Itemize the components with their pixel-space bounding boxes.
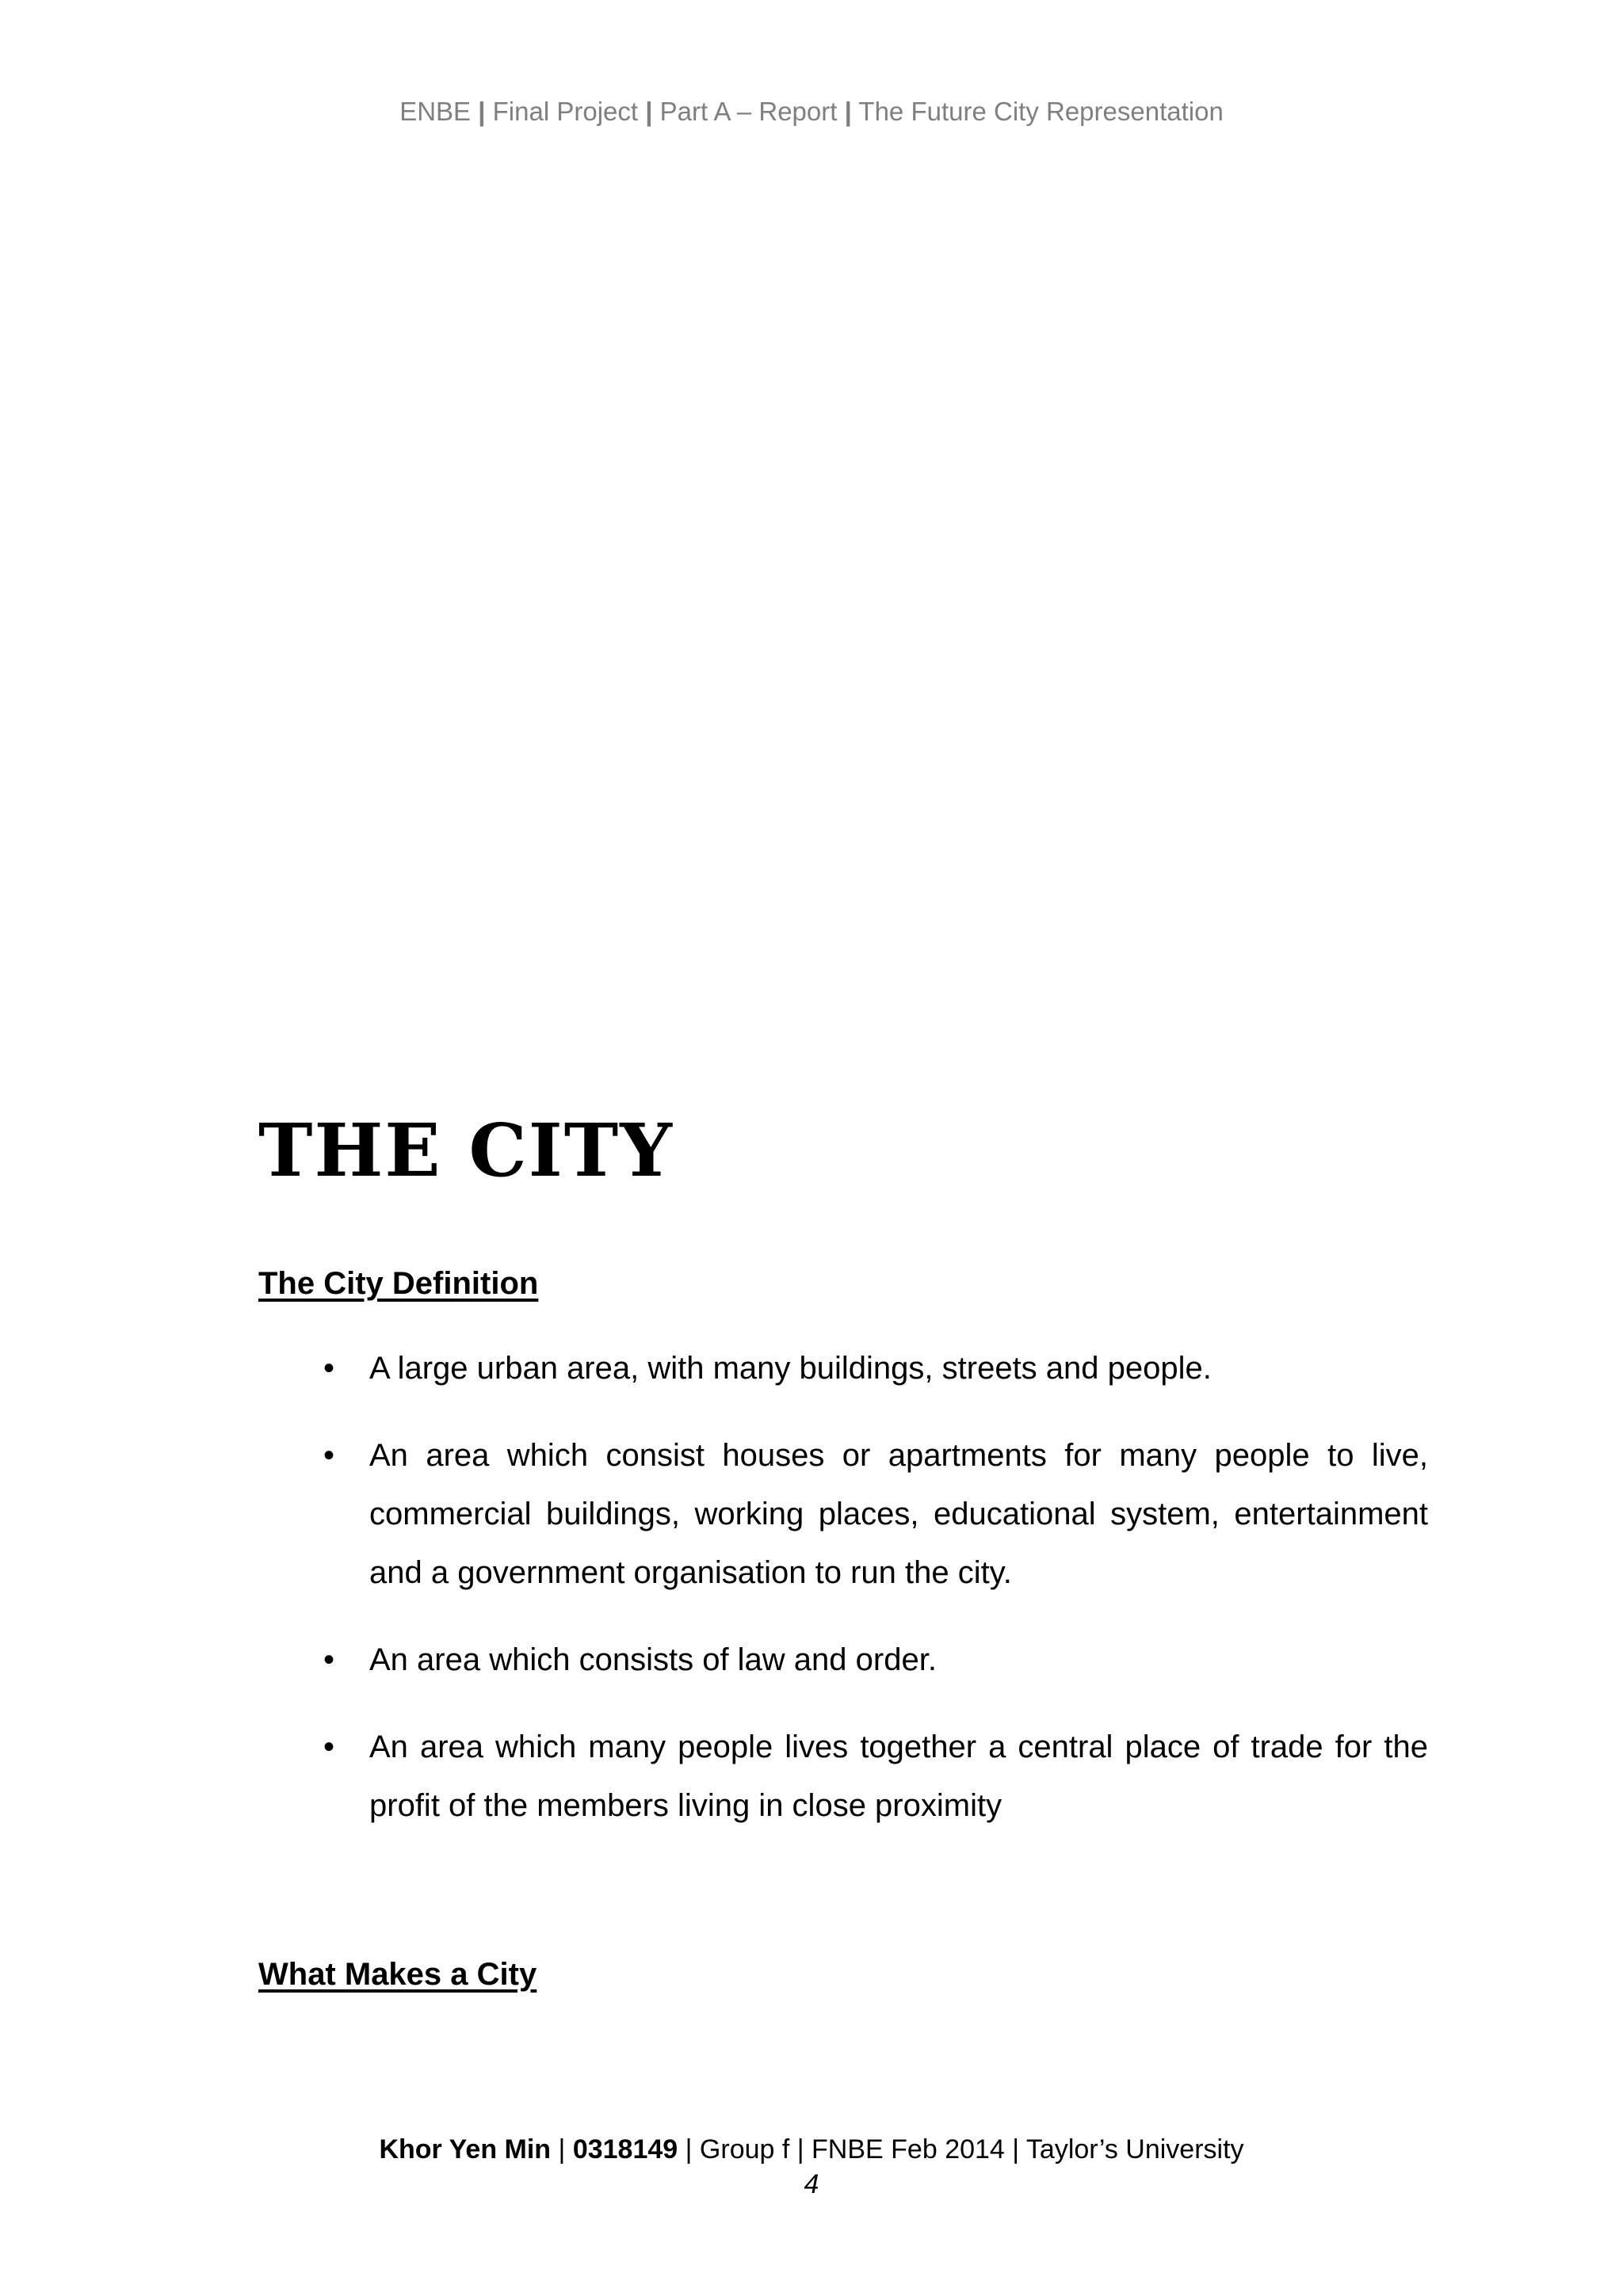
- bullet-icon: •: [323, 1730, 335, 1764]
- list-item-text: An area which many people lives together a central place of trade for the profit of the members living in close proximity: [369, 1730, 1428, 1823]
- page-title: THE CITY: [258, 1108, 674, 1193]
- header-separator: |: [478, 97, 486, 126]
- footer-author: Khor Yen Min: [379, 2134, 552, 2164]
- list-item-text: A large urban area, with many buildings, streets and people.: [369, 1351, 1212, 1386]
- header-project: Final Project: [492, 97, 639, 126]
- header-separator: |: [645, 97, 653, 126]
- list-item: [258, 1339, 1428, 1398]
- page-header: [0, 97, 1623, 127]
- header-part: Part A – Report: [659, 97, 838, 126]
- list-item-text: An area which consist houses or apartments for many people to live, commercial buildings, working places, educational system, entertainment and a government organisation to run the city.: [369, 1438, 1428, 1590]
- list-item: [258, 1630, 1428, 1689]
- bullet-icon: •: [323, 1642, 335, 1677]
- footer-student-id: 0318149: [572, 2134, 678, 2164]
- section-heading-what-makes-city: What Makes a City: [258, 1957, 537, 1992]
- page-number: 4: [804, 2169, 819, 2199]
- footer-details: | Group f | FNBE Feb 2014 | Taylor’s University: [685, 2134, 1244, 2164]
- bullet-icon: •: [323, 1438, 335, 1473]
- list-item-text: An area which consists of law and order.: [369, 1642, 937, 1677]
- list-item: [258, 1718, 1428, 1835]
- bullet-icon: •: [323, 1351, 335, 1386]
- section-heading-city-definition: The City Definition: [258, 1266, 539, 1301]
- page-footer: Khor Yen Min | 0318149 | Group f | FNBE Feb 2014 | Taylor’s University: [379, 2134, 1244, 2164]
- definition-list: [258, 1339, 1428, 1863]
- header-topic: The Future City Representation: [858, 97, 1224, 126]
- list-item: [258, 1426, 1428, 1602]
- header-separator: |: [844, 97, 852, 126]
- header-course: ENBE: [399, 97, 472, 126]
